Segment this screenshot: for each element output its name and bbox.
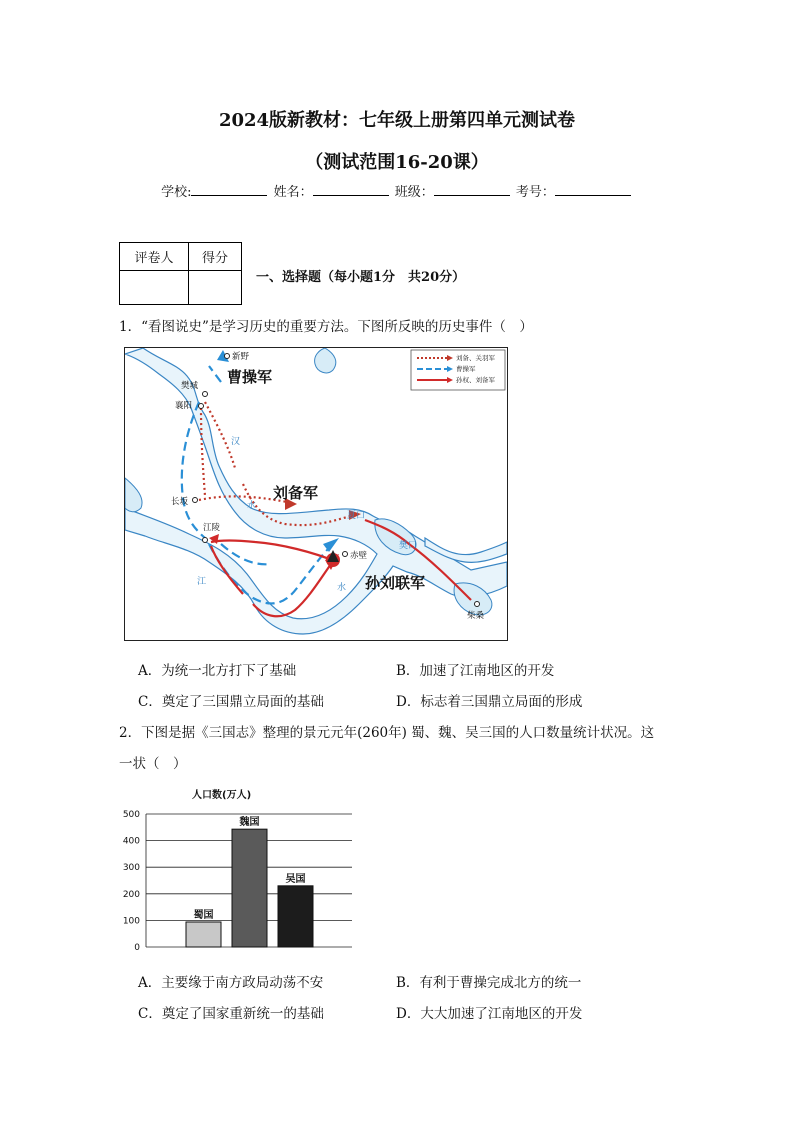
score-header: 得分 <box>189 243 242 271</box>
q1-option-a[interactable]: A．为统一北方打下了基础 <box>138 663 297 679</box>
bar <box>232 829 267 947</box>
legend-liubei: 刘备、关羽军 <box>456 354 495 362</box>
label-chibi: 赤壁 <box>350 551 368 561</box>
school-label: 学校: <box>161 185 192 200</box>
score-cell[interactable] <box>189 271 242 305</box>
question-2-text-line1: 2．下图是据《三国志》整理的景元元年(260年) 蜀、魏、吴三国的人口数量统计状况。这 <box>119 725 655 741</box>
q2-option-d[interactable]: D．大大加速了江南地区的开发 <box>396 1006 583 1022</box>
y-tick-label: 100 <box>122 916 140 927</box>
population-bar-chart <box>112 784 362 954</box>
question-1-text: 1．“看图说史”是学习历史的重要方法。下图所反映的历史事件（ ） <box>119 319 533 335</box>
legend-sunliu: 孙权、刘备军 <box>456 376 495 384</box>
liubei-route <box>199 402 351 525</box>
label-jiangling: 江陵 <box>203 523 221 533</box>
label-shui2: 水 <box>337 583 347 593</box>
q2-option-c[interactable]: C．奠定了国家重新统一的基础 <box>138 1006 324 1022</box>
y-tick-label: 0 <box>134 943 140 953</box>
q1-option-c[interactable]: C．奠定了三国鼎立局面的基础 <box>138 694 324 710</box>
grader-header: 评卷人 <box>120 243 189 271</box>
label-xiakou: 夏口 <box>347 511 366 521</box>
name-blank[interactable] <box>313 181 389 196</box>
map-legend <box>411 350 505 390</box>
q2-option-b[interactable]: B．有利于曹操完成北方的统一 <box>396 975 582 991</box>
page-title: 2024版新教材：七年级上册第四单元测试卷 <box>218 110 576 131</box>
chart-y-ticks <box>123 810 140 953</box>
exam-number-blank[interactable] <box>555 181 631 196</box>
y-tick-label: 200 <box>122 889 140 900</box>
label-sunliu-army: 孙刘联军 <box>365 574 426 592</box>
grader-table <box>119 242 242 305</box>
grader-cell[interactable] <box>120 271 189 305</box>
page-subtitle: （测试范围16-20课） <box>305 152 489 173</box>
section-title: 一、选择题（每小题1分 共20分） <box>256 270 466 285</box>
y-tick-label: 500 <box>122 810 140 820</box>
label-jiang: 江 <box>197 577 207 587</box>
map-svg <box>125 348 507 640</box>
chart-svg <box>112 784 362 954</box>
q1-option-b[interactable]: B．加速了江南地区的开发 <box>396 663 555 679</box>
label-caocao-army: 曹操军 <box>227 368 273 386</box>
battle-fire-icon <box>326 550 340 567</box>
bar-category-label: 吴国 <box>285 873 306 885</box>
class-blank[interactable] <box>434 181 510 196</box>
label-han: 汉 <box>231 437 241 447</box>
bar-category-label: 蜀国 <box>193 909 214 921</box>
label-shui1: 水 <box>247 501 257 511</box>
bar <box>278 886 313 947</box>
name-label: 姓名： <box>273 185 313 200</box>
q2-option-a[interactable]: A．主要缘于南方政局动荡不安 <box>138 975 324 991</box>
label-fankou: 樊口 <box>399 541 418 551</box>
class-label: 班级： <box>394 185 434 200</box>
label-liubei-army: 刘备军 <box>273 484 319 502</box>
school-blank[interactable] <box>191 181 267 196</box>
chibi-battle-map <box>124 347 508 641</box>
label-chaisang: 柴桑 <box>467 611 485 621</box>
question-2-text-line2: 一状（ ） <box>119 756 187 772</box>
bar-category-label: 魏国 <box>239 817 260 829</box>
label-fancheng: 樊城 <box>181 381 199 391</box>
label-xinye: 新野 <box>232 352 250 362</box>
bar <box>186 922 221 947</box>
chart-bars <box>186 829 313 947</box>
student-info-row <box>0 181 794 200</box>
y-tick-label: 400 <box>122 836 140 847</box>
y-tick-label: 300 <box>122 863 140 874</box>
label-changbanpo: 长坂 <box>171 497 189 507</box>
label-xiangyang: 襄阳 <box>175 401 193 411</box>
legend-caocao: 曹操军 <box>456 365 476 373</box>
exam-number-label: 考号： <box>515 185 555 200</box>
q1-option-d[interactable]: D．标志着三国鼎立局面的形成 <box>396 694 583 710</box>
chart-title: 人口数(万人) <box>192 790 252 801</box>
